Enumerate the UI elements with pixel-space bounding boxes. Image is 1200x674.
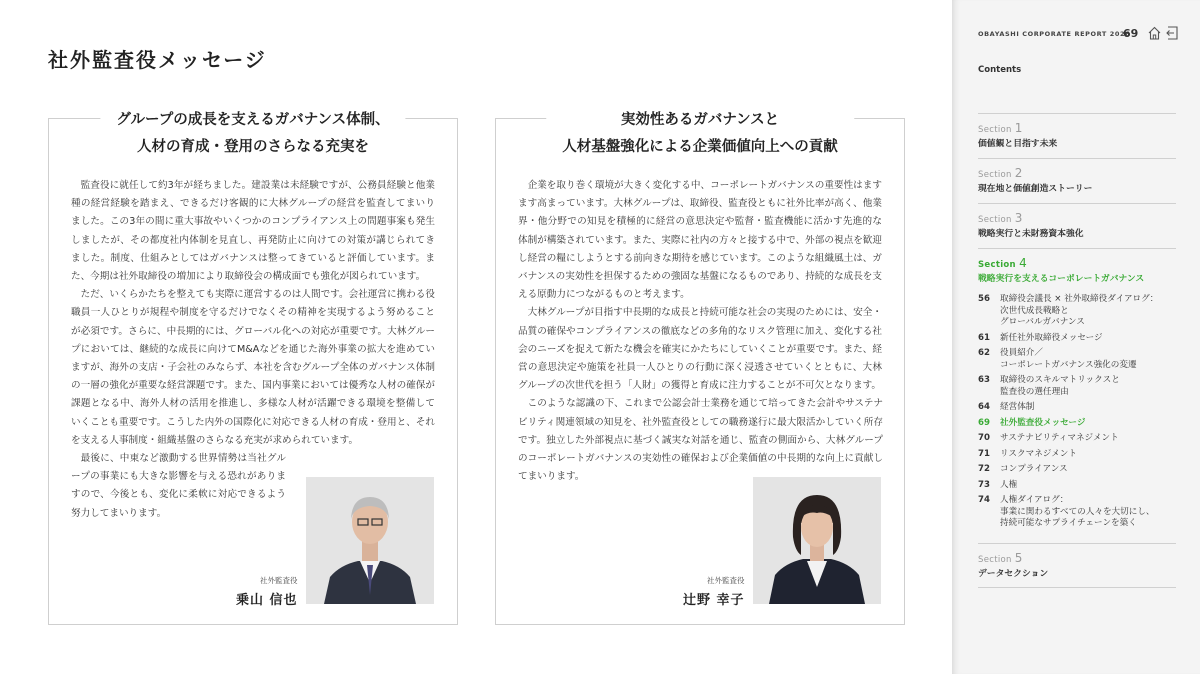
paragraph: ただ、いくらかたちを整えても実際に運営するのは人間です。会社運営に携わる役職員一人ひとりが規程や制度を守るだけでなくその精神を実現するよう努めることが必須です。さらに、中長期的には、グローバル化への対応が重要です。大林グループにおいては、継続的な成長に向けてM&Aなどを通じた海外事業の拡大を進めていますが、海外の支店・子会社のみならず、本社を含むグループ全体のガバナンス体制の一層の強化が重要な経営課題です。また、国内事業においては優秀な人材の確保が課題となる中、海外人材の活用を推進し、多様な人材が活躍できる環境を整備していくことも重要です。こうした内外の国際化に対応できる人材の育成・登用と、それを支える人事制度・組織基盤のさらなる充実が求められています。 [71, 289, 435, 446]
subitem-link[interactable]: 71 リスクマネジメント [978, 448, 1077, 459]
person-role: 社外監査役 [260, 576, 298, 585]
card-heading [100, 107, 405, 161]
person-photo [306, 477, 434, 604]
section-title: 戦略実行を支えるコーポレートガバナンス [978, 274, 1145, 284]
page-title: 社外監査役メッセージ [48, 48, 267, 72]
portrait-female-icon [753, 477, 881, 604]
card-heading-line: 人材基盤強化による企業価値向上への貢献 [562, 139, 838, 155]
page-number: 69 [1123, 27, 1139, 40]
section-label: Section 4 [978, 256, 1028, 270]
section-2-link[interactable] [978, 158, 1176, 194]
person-name: 辻野 幸子 [683, 593, 745, 608]
section-4-link[interactable] [978, 248, 1176, 284]
section-label: Section 3 [978, 211, 1023, 225]
section-label: Section 5 [978, 551, 1023, 565]
card-heading-line: グループの成長を支えるガバナンス体制、 [116, 112, 390, 128]
subitem-link[interactable]: 73 人権 [978, 479, 1018, 490]
person-role: 社外監査役 [707, 576, 745, 585]
card-body [518, 177, 882, 486]
contents-sidebar [952, 0, 1200, 674]
section-title: 価値観と目指す未来 [978, 139, 1058, 149]
paragraph: 企業を取り巻く環境が大きく変化する中、コーポレートガバナンスの重要性はますます高まっています。大林グループは、取締役、監査役ともに社外比率が高く、他業界・他分野での知見を積極的に経営の意思決定や監督・監査機能に活かす先進的な体制が構築されています。また、実際に社内の方々と接する中で、外部の視点を歓迎し経営の糧にしようとする前向きな期待を感じています。このような組織風土は、ガバナンスの実効性を担保するための強固な基盤になるものであり、持続的な成長を支える原動力につながるものと考えます。 [518, 180, 882, 301]
person-photo [753, 477, 881, 604]
person-name: 乗山 信也 [236, 593, 298, 608]
section-4-subitems [978, 294, 1178, 534]
paragraph: このような認識の下、これまで公認会計士業務を通じて培ってきた会計やサステナビリティ関連領域の知見を、社外監査役としての職務遂行に最大限活かしていく所存です。独立した外部視点に基づく誠実な対話を通じ、監査の側面から、大林グループのコーポレートガバナンスの実効性の確保および企業価値の中長期的な向上に貢献してまいります。 [518, 398, 883, 483]
subitem-link[interactable]: 61 新任社外取締役メッセージ [978, 332, 1103, 343]
section-5-link[interactable] [978, 543, 1176, 588]
message-card-right [495, 112, 905, 625]
section-title: データセクション [978, 569, 1049, 579]
section-1-link[interactable] [978, 113, 1176, 149]
subitem-link[interactable]: 64 経営体制 [978, 402, 1035, 412]
paragraph: 大林グループが目指す中長期的な成長と持続可能な社会の実現のためには、安全・品質の確保やコンプライアンスの徹底などの多角的なリスク管理に加え、変化する社会のニーズを捉えて新たな機会を確実にかたちにしていくことが重要です。また、経営の意思決定や施策を社員一人ひとりの行動に深く浸透させていくとともに、大林グループの次世代を担う「人財」の獲得と育成に注力することが不可欠となります。 [518, 307, 882, 392]
report-name: OBAYASHI CORPORATE REPORT 2026 [978, 30, 1131, 38]
paragraph: 最後に、中東など激動する世界情勢は当社グループの事業にも大きな影響を与える恐れがありますので、今後とも、変化に柔軟に対応できるよう努力してまいります。 [71, 453, 286, 519]
section-title: 戦略実行と未財務資本強化 [978, 229, 1084, 239]
contents-label: Contents [978, 65, 1022, 75]
paragraph: 監査役に就任して約3年が経ちました。建設業は未経験ですが、公務員経験と他業種の経営経験を踏まえ、できるだけ客観的に大林グループの経営を監査してまいりました。この3年の間に重大事故やいくつかのコンプライアンス上の問題事案も発生しましたが、その都度社内体制を見直し、再発防止に向けての対策が講じられてきました。制度、仕組みとしてはガバナンスは整ってきていると評価しています。また、今期は社外取締役の増加により取締役会の構成面でも強化が図られています。 [71, 180, 435, 283]
message-card-left [48, 112, 458, 625]
subitem-link[interactable]: 63 取締役のスキルマトリックスと 監査役の選任理由 [978, 375, 1120, 397]
section-3-link[interactable] [978, 203, 1176, 239]
subitem-link[interactable]: 72 コンプライアンス [978, 464, 1068, 474]
card-body [71, 177, 435, 523]
card-heading-line: 人材の育成・登用のさらなる充実を [137, 139, 369, 155]
card-heading-line: 実効性あるガバナンスと [620, 112, 780, 128]
section-label: Section 1 [978, 121, 1023, 135]
section-title: 現在地と価値創造ストーリー [978, 184, 1093, 194]
section-label: Section 2 [978, 166, 1023, 180]
portrait-male-icon [306, 477, 434, 604]
back-icon[interactable] [1166, 26, 1179, 40]
subitem-link[interactable]: 70 サステナビリティマネジメント [978, 433, 1119, 443]
card-heading [546, 107, 854, 161]
subitem-link[interactable]: 74 人権ダイアログ： 事業に関わるすべての人々を大切にし、 持続可能なサプライチェーンを築く [978, 495, 1155, 528]
subitem-link[interactable]: 62 役員紹介／ コーポレートガバナンス強化の変遷 [978, 348, 1137, 370]
subitem-link[interactable]: 56 取締役会議長 × 社外取締役ダイアログ： 次世代成長戦略と グローバルガバナンス [978, 294, 1159, 327]
home-icon[interactable] [1148, 26, 1161, 40]
subitem-link-current[interactable]: 69 社外監査役メッセージ [978, 417, 1086, 428]
